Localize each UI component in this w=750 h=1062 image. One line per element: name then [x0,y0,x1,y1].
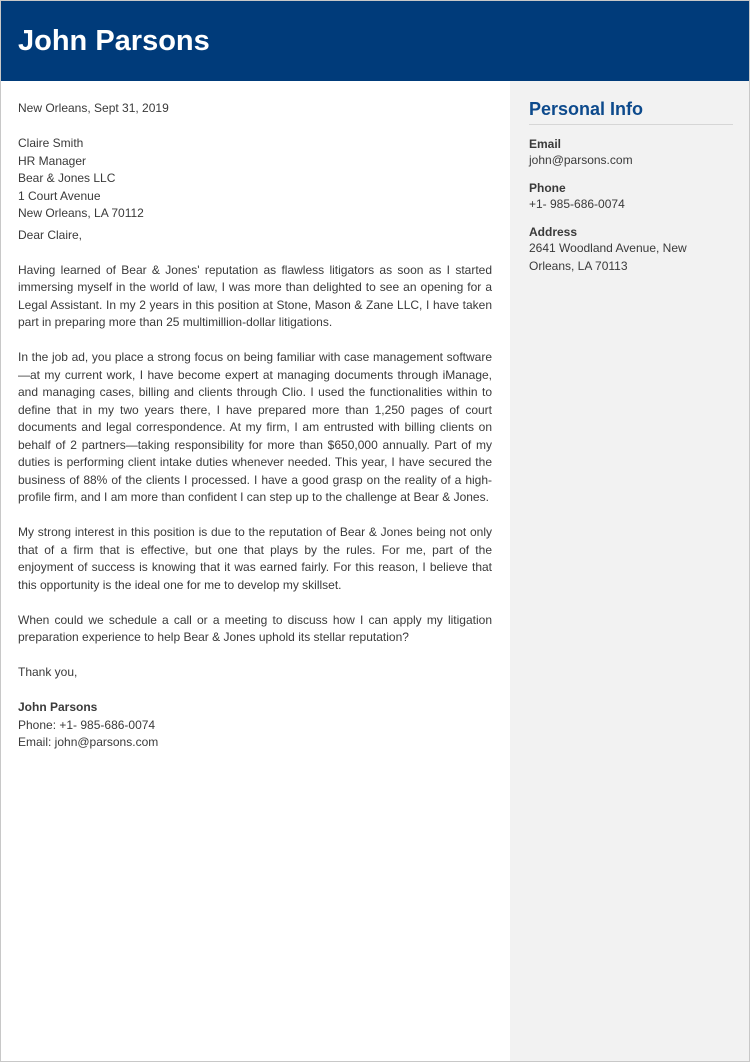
phone-value: +1- 985-686-0074 [529,197,625,211]
recipient-company: Bear & Jones LLC [18,171,116,185]
phone-label: Phone [529,181,566,195]
body-paragraph: Having learned of Bear & Jones' reputation as flawless litigators as soon as I started immersing myself in the world of law, I was more than delighted to see an opening for a Legal Assistant. In my 2 years in this position at Stone, Mason & Zane LLC, I have taken part in preparing more than 25 multimillion-dollar litigations. [18,262,492,329]
signature-name: John Parsons [18,700,98,714]
salutation: Dear Claire, [18,227,83,242]
recipient-city: New Orleans, LA 70112 [18,206,144,220]
date-line: New Orleans, Sept 31, 2019 [18,101,169,115]
body-paragraph: When could we schedule a call or a meeting to discuss how I can apply my litigation preparation experience to help Bear & Jones uphold its stellar reputation? [18,612,492,644]
recipient-block [18,135,492,223]
applicant-name: John Parsons [18,25,210,57]
body-paragraph: In the job ad, you place a strong focus on being familiar with case management software—at my current work, I have become expert at managing documents through iManage, and managing cases, billing and clients through Clio. I used the functionalities within to define that in my two years there, I have prepared more than 1,250 pages of court documents and legal correspondence. At my firm, I am entrusted with billing clients on behalf of 2 partners—taking responsibility for more than $650,000 annually. Part of my duties is performing client intake duties whenever needed. This year, I have secured the business of 88% of the clients I processed. I have a good grasp on the reality of a high-profile firm, and I am more than confident I can step up to the challenge at Bear & Jones. [18,350,492,504]
recipient-title: HR Manager [18,153,87,168]
address-value: 2641 Woodland Avenue, New Orleans, LA 70113 [529,241,687,273]
email-label: Email [529,137,562,151]
closing: Thank you, [18,665,78,679]
signature-block [18,699,492,752]
letter-body [18,100,492,752]
header-banner [1,1,749,81]
personal-info-sidebar [510,81,749,1061]
recipient-street: 1 Court Avenue [18,188,101,203]
signature-phone: Phone: +1- 985-686-0074 [18,717,156,732]
email-value: john@parsons.com [529,153,633,167]
recipient-name: Claire Smith [18,136,84,150]
sidebar-title: Personal Info [529,99,644,119]
address-label: Address [529,225,578,239]
signature-email: Email: john@parsons.com [18,735,159,749]
sidebar-divider [529,124,733,125]
body-paragraph: My strong interest in this position is due to the reputation of Bear & Jones being not only that of a firm that is effective, but one that plays by the rules. For me, part of the enjoyment of success is knowing that it was earned fairly. For this reason, I believe that this opportunity is the ideal one for me to develop my skillset. [18,525,492,592]
